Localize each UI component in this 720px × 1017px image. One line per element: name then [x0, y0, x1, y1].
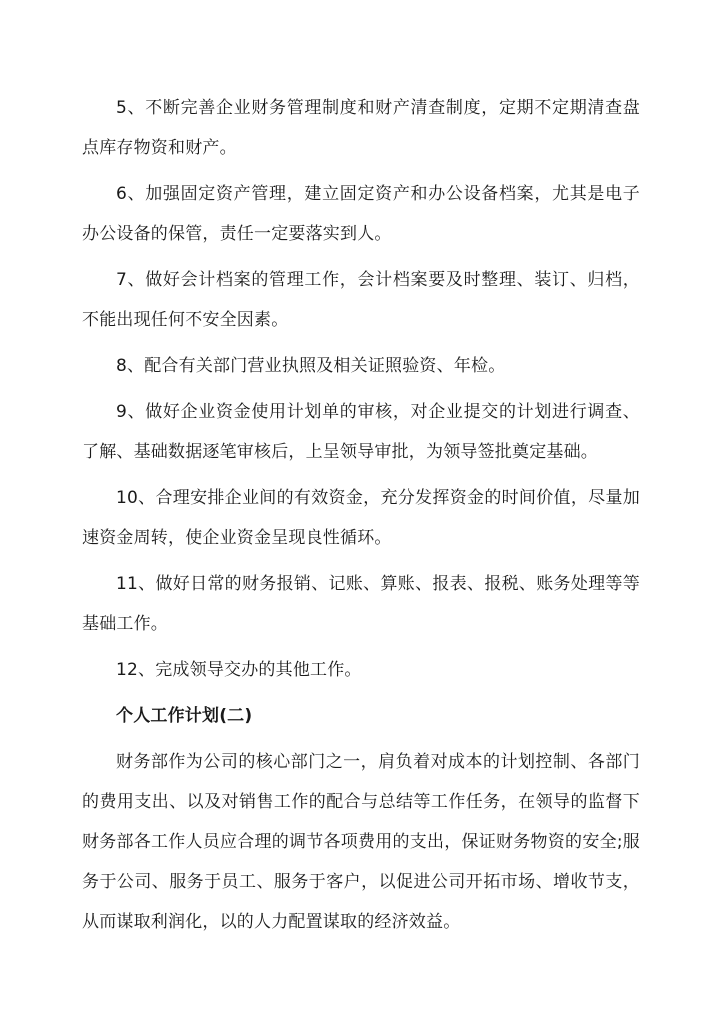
paragraph-item-12: 12、完成领导交办的其他工作。	[116, 660, 362, 680]
paragraph-item-10: 10、合理安排企业间的有效资金，充分发挥资金的时间价值，尽量加速资金周转，使企业资金呈现良性循环。	[82, 488, 640, 548]
paragraph-item-9: 9、做好企业资金使用计划单的审核，对企业提交的计划进行调查、了解、基础数据逐笔审核后，上呈领导审批，为领导签批奠定基础。	[82, 402, 640, 462]
paragraph-item-8: 8、配合有关部门营业执照及相关证照验资、年检。	[116, 356, 506, 376]
paragraph-item-6: 6、加强固定资产管理，建立固定资产和办公设备档案，尤其是电子办公设备的保管，责任一定要落实到人。	[82, 184, 640, 244]
paragraph-item-11: 11、做好日常的财务报销、记账、算账、报表、报税、账务处理等等基础工作。	[82, 574, 640, 634]
section-heading: 个人工作计划(二)	[116, 706, 253, 726]
paragraph-item-7: 7、做好会计档案的管理工作，会计档案要及时整理、装订、归档，不能出现任何不安全因素。	[82, 270, 640, 330]
paragraph-item-5: 5、不断完善企业财务管理制度和财产清查制度，定期不定期清查盘点库存物资和财产。	[82, 98, 640, 158]
section-intro-paragraph: 财务部作为公司的核心部门之一，肩负着对成本的计划控制、各部门的费用支出、以及对销售工作的配合与总结等工作任务，在领导的监督下财务部各工作人员应合理的调节各项费用的支出，保证财务物资的安全;服务于公司、服务于员工、服务于客户，以促进公司开拓市场、增收节支，从而谋取利润化，以的人力配置谋取的经济效益。	[82, 752, 640, 932]
